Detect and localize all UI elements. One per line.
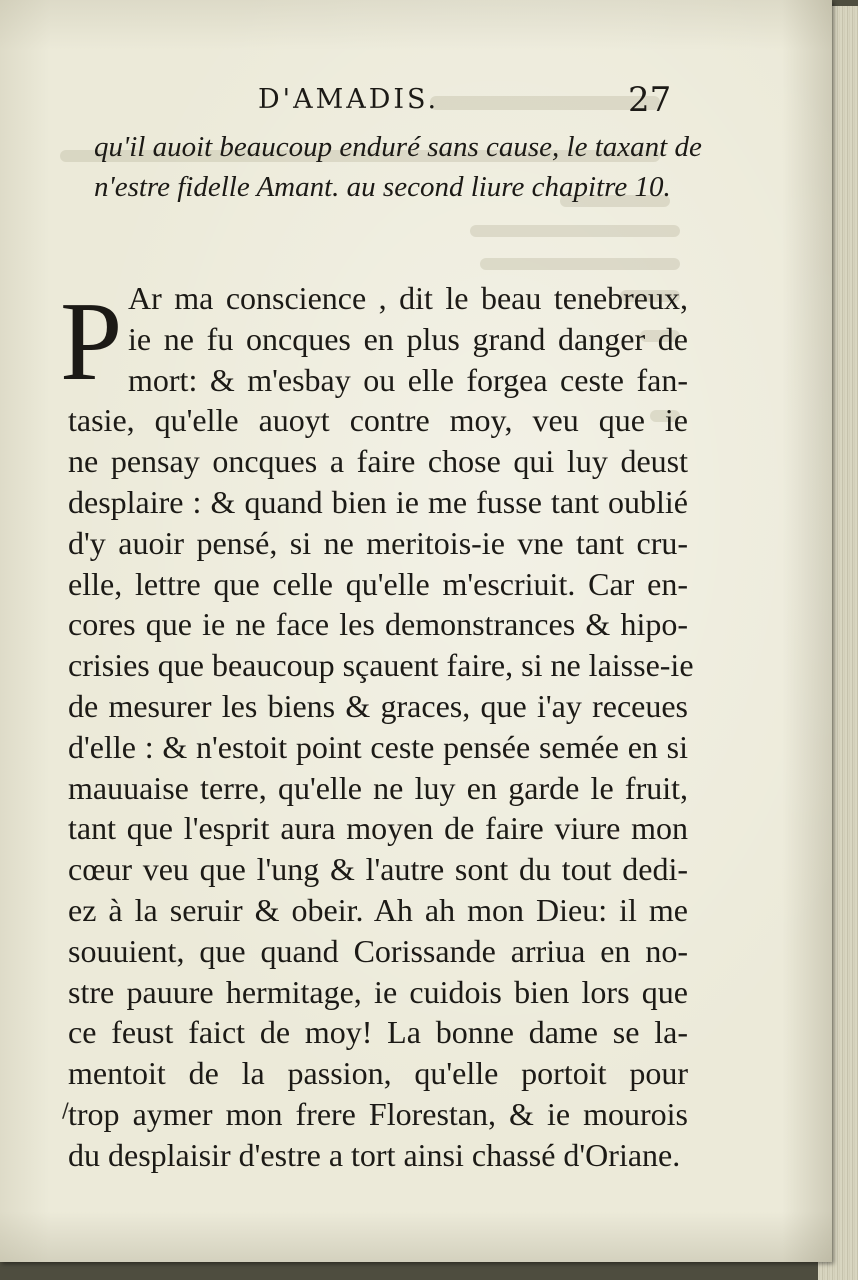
text-line: ez à la seruir & obeir. Ah ah mon Dieu: il me [68, 891, 688, 928]
text-line: souuient, que quand Corissande arriua en no- [68, 932, 688, 969]
text-line: ne pensay oncques a faire chose qui luy deust [68, 443, 688, 480]
text-line: d'y auoir pensé, si ne meritois-ie vne tant cru- [68, 524, 688, 561]
text-line: desplaire : & quand bien ie me fusse tant oublié [68, 483, 688, 520]
text-line: du desplaisir d'estre a tort ainsi chassé d'Oriane. [68, 1136, 681, 1173]
drop-cap-initial: P [60, 280, 123, 404]
text-line: tant que l'esprit aura moyen de faire viure mon [68, 810, 688, 847]
running-title: D'AMADIS. [258, 84, 440, 115]
text-line: trop aymer mon frere Florestan, & ie mourois [68, 1095, 688, 1132]
argument-line: n'estre fidelle Amant. au second liure chapitre 10. [94, 171, 671, 203]
text-line: tasie, qu'elle auoyt contre moy, veu que ie [68, 402, 688, 439]
text-line: ie ne fu oncques en plus grand danger de [128, 320, 688, 357]
chapter-argument [94, 127, 702, 207]
body-text [68, 278, 694, 1176]
page-number: 27 [628, 80, 672, 120]
margin-mark: / [62, 1098, 69, 1122]
text-line: elle, lettre que celle qu'elle m'escriuit. Car en- [68, 565, 688, 602]
text-line: crisies que beaucoup sçauent faire, si ne laisse-ie [68, 647, 694, 684]
text-line: de mesurer les biens & graces, que i'ay receues [68, 687, 688, 724]
text-line: mauuaise terre, qu'elle ne luy en garde le fruit, [68, 769, 688, 806]
text-line: cœur veu que l'ung & l'autre sont du tout dedi- [68, 851, 688, 888]
text-line: mort: & m'esbay ou elle forgea ceste fan- [128, 361, 688, 398]
text-line: mentoit de la passion, qu'elle portoit pour [68, 1055, 688, 1092]
text-line: ce feust faict de moy! La bonne dame se la- [68, 1014, 688, 1051]
text-line: d'elle : & n'estoit point ceste pensée semée en si [68, 728, 688, 765]
argument-line: qu'il auoit beaucoup enduré sans cause, le taxant de [94, 131, 702, 163]
text-line: cores que ie ne face les demonstrances & hipo- [68, 606, 688, 643]
text-line: Ar ma conscience , dit le beau tenebreux, [128, 280, 688, 316]
text-line: stre pauure hermitage, ie cuidois bien lors que [68, 973, 688, 1010]
